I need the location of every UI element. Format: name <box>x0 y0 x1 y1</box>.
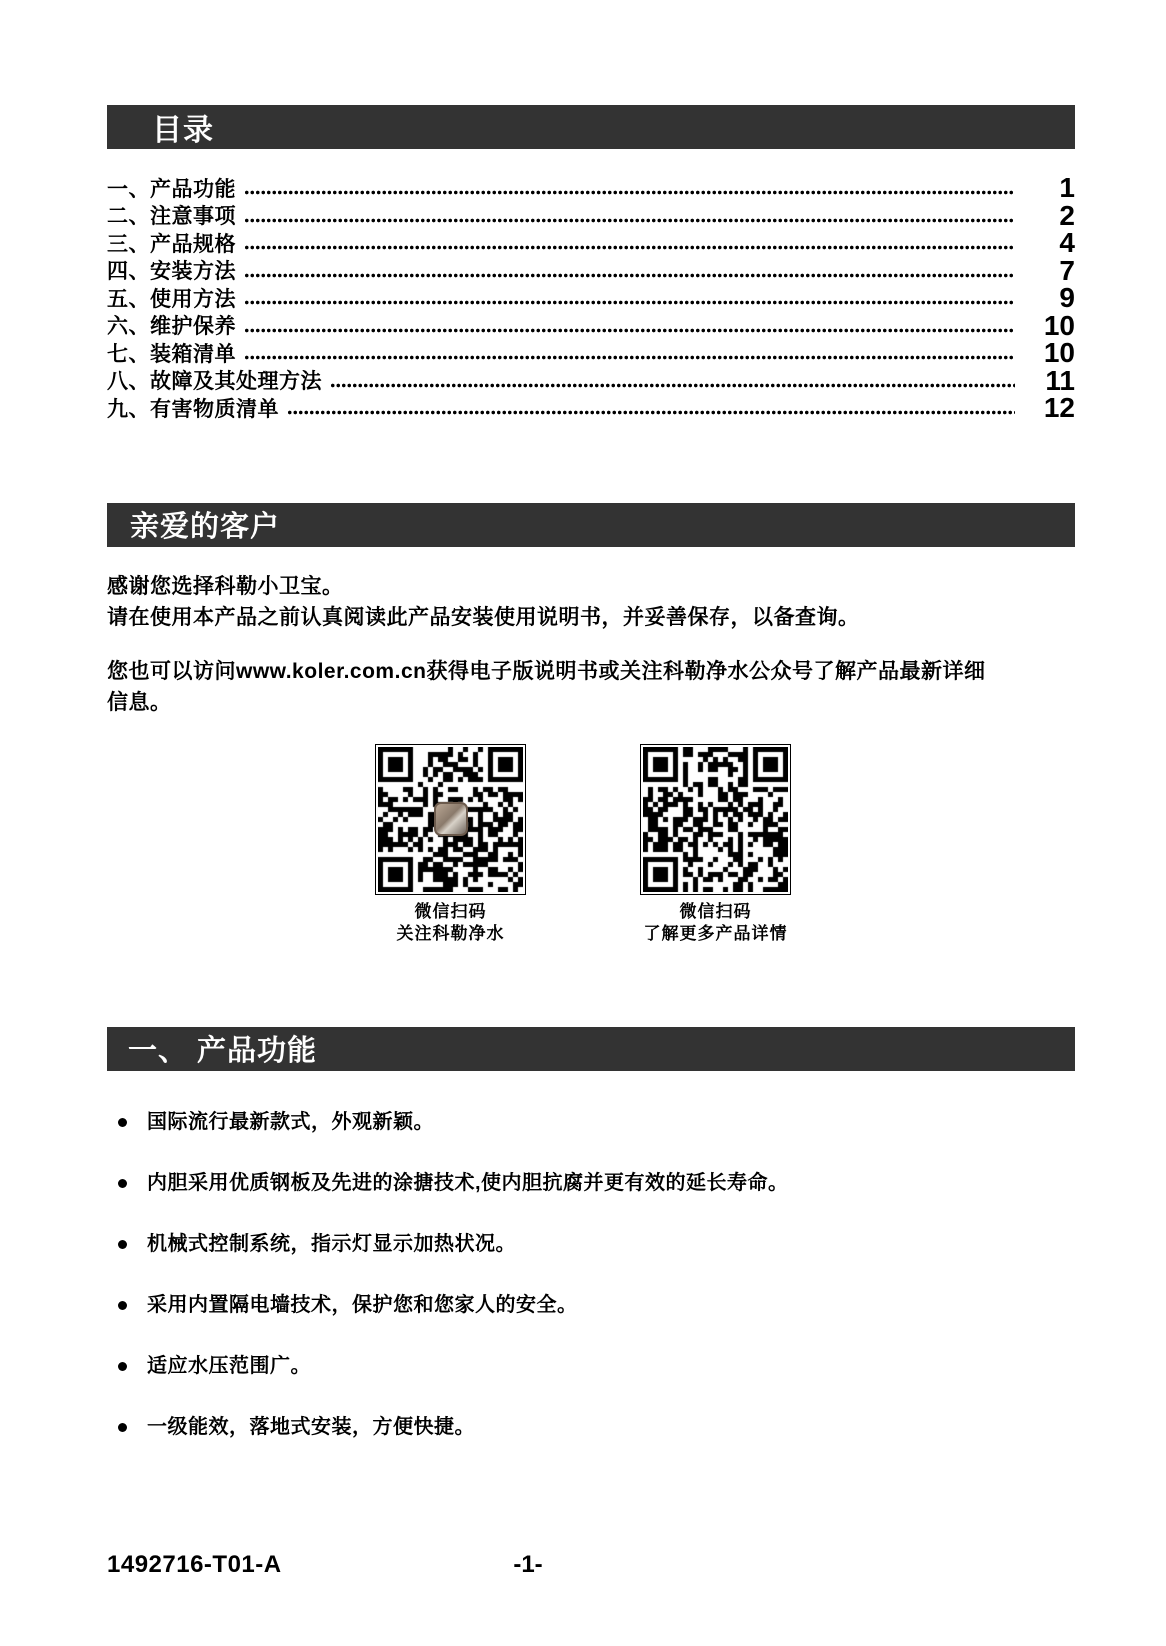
features-header-bar <box>107 1027 1075 1071</box>
features-title: 一、 产品功能 <box>128 1035 318 1067</box>
toc-item <box>107 394 1075 422</box>
wechat-product-info-qr-code <box>643 747 788 892</box>
dotted-leader <box>244 218 1015 223</box>
bullet-icon <box>118 1301 127 1310</box>
customer-intro-line: 请在使用本产品之前认真阅读此产品安装使用说明书，并妥善保存，以备查询。 <box>107 605 860 629</box>
toc-item <box>107 284 1075 312</box>
toc-item <box>107 309 1075 341</box>
toc-item-page: 9 <box>1059 282 1075 313</box>
bullet-icon <box>118 1179 127 1188</box>
toc-item-label: 九、有害物质清单 <box>107 397 279 421</box>
dotted-leader <box>244 355 1015 360</box>
toc-item-label: 五、使用方法 <box>107 287 236 311</box>
feature-item <box>118 1231 1048 1257</box>
feature-text: 国际流行最新款式，外观新颖。 <box>147 1110 434 1133</box>
qr-frame <box>375 744 526 895</box>
qr-block-product-info <box>640 744 791 945</box>
customer-title: 亲爱的客户 <box>130 511 281 543</box>
bullet-icon <box>118 1240 127 1249</box>
customer-paragraph-line: 您也可以访问www.koler.com.cn获得电子版说明书或关注科勒净水公众号了解产品最新详细 <box>107 659 986 683</box>
qr-code-row <box>0 744 1166 945</box>
toc-item <box>107 174 1075 202</box>
dotted-leader <box>244 328 1015 333</box>
customer-paragraph-line: 信息。 <box>107 690 172 714</box>
toc-list <box>107 174 1075 422</box>
qr-frame <box>640 744 791 895</box>
toc-item-page: 7 <box>1059 254 1075 286</box>
toc-item-label: 六、维护保养 <box>107 315 236 339</box>
toc-item-page: 10 <box>1043 309 1075 341</box>
dotted-leader <box>287 410 1015 415</box>
qr-caption-line: 微信扫码 <box>679 901 752 921</box>
bullet-icon <box>118 1362 127 1371</box>
customer-intro <box>107 571 1075 633</box>
feature-item <box>118 1170 1048 1196</box>
customer-header-bar <box>107 503 1075 547</box>
toc-item-page: 2 <box>1059 199 1075 231</box>
dotted-leader <box>244 300 1015 305</box>
qr-block-follow <box>375 744 526 945</box>
toc-item-label: 七、装箱清单 <box>107 342 236 366</box>
customer-website-paragraph <box>107 656 1097 718</box>
feature-text: 内胆采用优质钢板及先进的涂搪技术,使内胆抗腐并更有效的延长寿命。 <box>147 1171 789 1194</box>
toc-title: 目录 <box>152 114 214 147</box>
toc-item-label: 八、故障及其处理方法 <box>107 370 322 394</box>
qr-caption-line: 微信扫码 <box>414 901 487 921</box>
feature-text: 适应水压范围广。 <box>147 1354 311 1377</box>
feature-item <box>118 1292 1048 1318</box>
feature-text: 一级能效，落地式安装，方便快捷。 <box>147 1415 475 1438</box>
qr-caption-line: 关注科勒净水 <box>396 923 505 943</box>
toc-item-label: 二、注意事项 <box>107 205 236 229</box>
toc-item <box>107 199 1075 231</box>
qr-caption <box>397 901 505 945</box>
feature-item <box>118 1414 1048 1440</box>
toc-item-page: 1 <box>1059 172 1075 203</box>
features-list <box>118 1109 1048 1440</box>
bullet-icon <box>118 1423 127 1432</box>
toc-item-label: 一、产品功能 <box>107 177 236 201</box>
page-number: -1- <box>513 1551 543 1578</box>
dotted-leader <box>244 245 1015 250</box>
qr-caption-line: 了解更多产品详情 <box>643 923 788 943</box>
toc-item-page: 12 <box>1043 392 1075 423</box>
toc-item <box>107 254 1075 286</box>
customer-intro-line: 感谢您选择科勒小卫宝。 <box>107 574 344 598</box>
toc-item-page: 4 <box>1059 227 1075 258</box>
feature-item <box>118 1353 1048 1379</box>
document-number: 1492716-T01-A <box>107 1551 282 1578</box>
toc-item <box>107 339 1075 367</box>
feature-item <box>118 1109 1048 1135</box>
toc-item-page: 10 <box>1043 337 1075 368</box>
qr-caption <box>644 901 788 945</box>
toc-item <box>107 229 1075 257</box>
dotted-leader <box>244 273 1015 278</box>
dotted-leader <box>244 190 1015 195</box>
toc-item <box>107 364 1075 396</box>
toc-item-page: 11 <box>1045 364 1075 396</box>
qr-center-logo <box>434 802 468 836</box>
toc-header-bar <box>107 105 1075 149</box>
bullet-icon <box>118 1118 127 1127</box>
feature-text: 采用内置隔电墙技术，保护您和您家人的安全。 <box>147 1293 578 1316</box>
feature-text: 机械式控制系统，指示灯显示加热状况。 <box>147 1232 516 1255</box>
dotted-leader <box>330 383 1015 388</box>
toc-item-label: 四、安装方法 <box>107 260 236 284</box>
toc-item-label: 三、产品规格 <box>107 232 236 256</box>
